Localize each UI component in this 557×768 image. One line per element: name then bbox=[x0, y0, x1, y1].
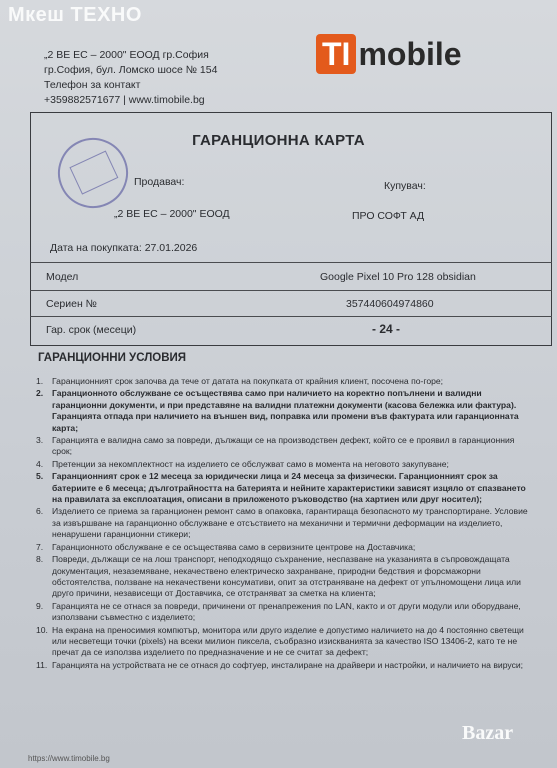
item-text: Гаранционният срок започва да тече от датата на покупката от крайния клиент, посочена по-горе; bbox=[52, 376, 444, 386]
list-item bbox=[28, 542, 528, 553]
seller-header-line: +359882571677 | www.timobile.bg bbox=[44, 94, 205, 106]
list-item bbox=[28, 388, 528, 434]
item-text: Гаранционният срок е 12 месеца за юридически лица и 24 месеца за физически. Гаранционният срок за батериите е 6 месеца; дълготрайността на батерията и нейните характеристики зависят изцяло от спазването на правилата за експлоатация, описани в приложеното ръководство (на хартиен или друг носител); bbox=[52, 471, 526, 505]
list-item bbox=[28, 376, 528, 387]
item-text: Гаранцията е валидна само за повреди, дължащи се на производствен дефект, който се е проявил в гаранционния срок; bbox=[52, 435, 515, 457]
item-number: 3. bbox=[36, 435, 44, 446]
list-item bbox=[28, 459, 528, 470]
conditions-heading: ГАРАНЦИОННИ УСЛОВИЯ bbox=[38, 352, 187, 364]
table-divider bbox=[30, 290, 552, 291]
seller-header bbox=[44, 48, 217, 108]
logo-text: mobile bbox=[358, 36, 462, 72]
row-value-serial: 357440604974860 bbox=[346, 298, 434, 310]
buyer-name: ПРО СОФТ АД bbox=[352, 210, 425, 222]
item-number: 9. bbox=[36, 600, 44, 611]
item-number: 11. bbox=[36, 659, 48, 670]
page-title: ГАРАНЦИОННА КАРТА bbox=[192, 132, 365, 149]
item-number: 8. bbox=[36, 554, 44, 565]
watermark-text: Мкеш ТЕХНО bbox=[8, 4, 142, 26]
stamp-inner-box bbox=[69, 151, 118, 195]
item-number: 5. bbox=[36, 471, 44, 482]
logo-mark: TI bbox=[316, 34, 356, 74]
row-value-model: Google Pixel 10 Pro 128 obsidian bbox=[320, 271, 476, 283]
item-text: Претенции за некомплектност на изделието се обслужват само в момента на неговото закупуване; bbox=[52, 458, 449, 469]
item-text: Повреди, дължащи се на лош транспорт, неподходящо съхранение, неспазване на указанията в съпровождащата документация, незаземяване, некачествено електрическо захранване, природни бедствия и форсмажорни обстоятелства, ползване на некачествени консумативи, опит за отстраняване на дефект от упълномощени лица или друго причини, независещи от Доставчика, се отстраняват за сметка на клиента; bbox=[52, 554, 521, 599]
list-item bbox=[28, 554, 528, 600]
item-text: Гаранцията на устройствата не се отнася до софтуер, инсталиране на драйвери и настройки, и наличието на вируси; bbox=[52, 659, 524, 670]
seller-header-line: гр.София, бул. Ломско шосе № 154 bbox=[44, 64, 218, 76]
seller-name: „2 ВЕ ЕС – 2000" ЕООД bbox=[114, 208, 230, 220]
row-label-model: Модел bbox=[46, 271, 79, 283]
buyer-label: Купувач: bbox=[384, 180, 426, 192]
table-divider bbox=[30, 262, 552, 263]
item-number: 6. bbox=[36, 506, 44, 517]
item-text: Гаранционното обслужване се осъществява само при наличието на коректно попълнени и валидни гаранционни документи, и при представяне на валидни платежни документи (касова бележка или фактура). Гаранцията отпада при наличието на външен вид, поправка или промени във фактурата или гаранционната карта; bbox=[52, 388, 519, 433]
list-item bbox=[28, 435, 528, 458]
footer-url: https://www.timobile.bg bbox=[28, 754, 110, 763]
purchase-date: Дата на покупката: 27.01.2026 bbox=[50, 242, 198, 254]
list-item bbox=[28, 506, 528, 540]
item-number: 2. bbox=[36, 388, 44, 399]
list-item bbox=[28, 625, 528, 659]
row-label-serial: Сериен № bbox=[46, 298, 97, 310]
item-number: 1. bbox=[36, 376, 44, 386]
item-number: 10. bbox=[36, 624, 48, 635]
seller-header-line: „2 ВЕ ЕС – 2000" ЕООД гр.София bbox=[44, 49, 209, 61]
item-text: Гаранционното обслужване е се осъществява само в сервизните центрове на Доставчика; bbox=[52, 541, 416, 552]
conditions-list bbox=[28, 376, 528, 672]
list-item bbox=[28, 601, 528, 624]
table-divider bbox=[30, 316, 552, 317]
seller-label: Продавач: bbox=[134, 176, 185, 188]
timobile-logo bbox=[316, 30, 480, 78]
item-text: Гаранцията не се отнася за повреди, причинени от пренапрежения по LAN, както и от други модули или оборудване, използвани съвместно с изделието; bbox=[52, 600, 521, 623]
item-text: На екрана на преносимия компютър, монитора или друго изделие е допустимо наличието на до 4 постоянно светещи или несветещи точки (pixels) на всеки милион пиксела, съобразно изискванията за качество ISO 13406-2, като те не пречат да се използва изделието по предназначение и не се считат за дефект; bbox=[52, 624, 524, 658]
item-number: 7. bbox=[36, 541, 44, 552]
item-text: Изделието се приема за гаранционен ремонт само в опаковка, гарантираща безопасното му транспортиране. Условие за извършване на гаранционно обслужване е отсъствието на механични и термични деформации на изделието, ненарушени гаранционни стикери; bbox=[52, 506, 528, 540]
row-value-warranty-term: - 24 - bbox=[372, 322, 401, 336]
seller-header-line: Телефон за контакт bbox=[44, 79, 141, 91]
list-item bbox=[28, 660, 528, 671]
bazar-watermark: Bazar bbox=[462, 722, 514, 744]
row-label-warranty-term: Гар. срок (месеци) bbox=[46, 324, 137, 336]
item-number: 4. bbox=[36, 458, 44, 469]
list-item bbox=[28, 471, 528, 505]
